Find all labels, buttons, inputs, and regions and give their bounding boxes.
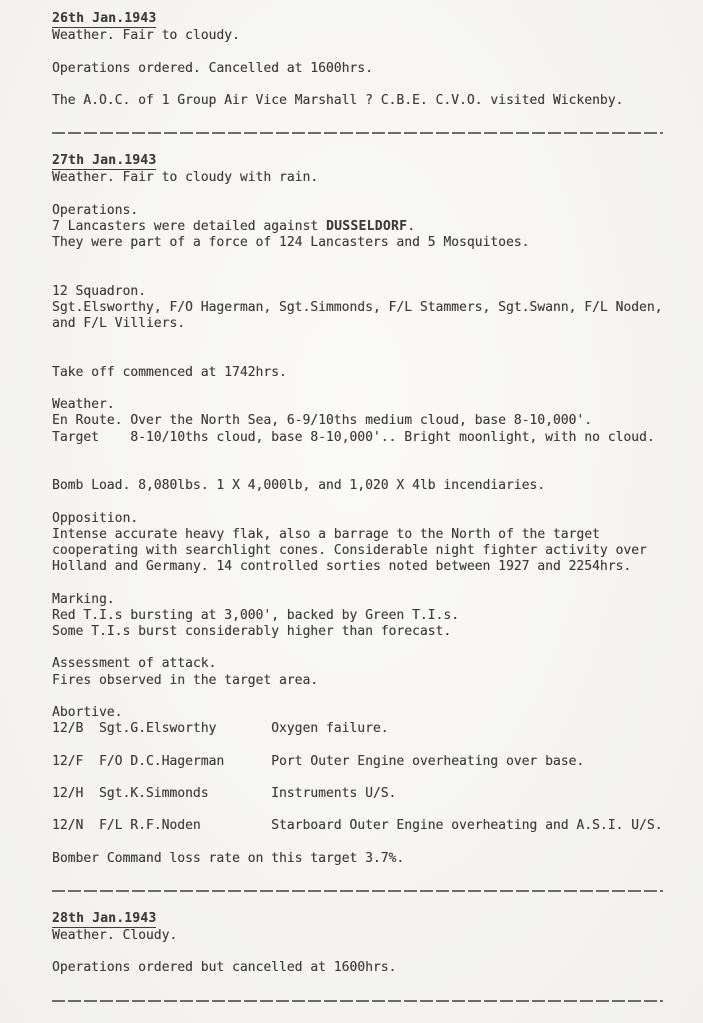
entry-date-heading bbox=[52, 153, 663, 170]
entry-date-text: 27th Jan.1943 bbox=[52, 153, 156, 170]
diary-text-line: They were part of a force of 124 Lancasters and 5 Mosquitoes. bbox=[52, 235, 530, 251]
blank-line bbox=[52, 689, 663, 705]
diary-text-line: Weather. Fair to cloudy. bbox=[52, 28, 240, 44]
diary-text-line: Assessment of attack. bbox=[52, 656, 217, 672]
diary-text-line: Operations ordered but cancelled at 1600hrs. bbox=[52, 960, 397, 976]
blank-line bbox=[52, 770, 663, 786]
section-divider bbox=[52, 132, 663, 134]
diary-text-line: Operations. bbox=[52, 202, 139, 218]
diary-text-line: Intense accurate heavy flak, also a barrage to the North of the target bbox=[52, 526, 600, 542]
diary-text-line: Sgt.Elsworthy, F/O Hagerman, Sgt.Simmonds, F/L Stammers, Sgt.Swann, F/L Noden, bbox=[52, 299, 663, 315]
diary-text-line: Opposition. bbox=[52, 510, 139, 526]
diary-text-line: 12/H Sgt.K.Simmonds Instruments U/S. bbox=[52, 785, 397, 801]
blank-line bbox=[52, 640, 663, 656]
blank-line bbox=[52, 381, 663, 397]
blank-line bbox=[52, 332, 663, 348]
diary-content bbox=[52, 11, 663, 1002]
entry-date-heading bbox=[52, 911, 663, 928]
blank-line bbox=[52, 944, 663, 960]
text-fragment: 7 Lancasters were detailed against bbox=[52, 218, 326, 234]
blank-line bbox=[52, 446, 663, 462]
diary-text-line: Fires observed in the target area. bbox=[52, 672, 319, 688]
blank-line bbox=[52, 349, 663, 365]
blank-line bbox=[52, 462, 663, 478]
blank-line bbox=[52, 268, 663, 284]
entry-date-heading bbox=[52, 11, 663, 28]
blank-line bbox=[52, 77, 663, 93]
section-divider bbox=[52, 890, 663, 892]
diary-text-line: The A.O.C. of 1 Group Air Vice Marshall ? C.B.E. C.V.O. visited Wickenby. bbox=[52, 92, 624, 108]
diary-text-line: and F/L Villiers. bbox=[52, 316, 186, 332]
diary-text-line: cooperating with searchlight cones. Considerable night fighter activity over bbox=[52, 542, 647, 558]
diary-text-line: Weather. Cloudy. bbox=[52, 928, 178, 944]
diary-text-line bbox=[52, 219, 663, 235]
diary-text-line: En Route. Over the North Sea, 6-9/10ths medium cloud, base 8-10,000'. bbox=[52, 413, 593, 429]
blank-line bbox=[52, 802, 663, 818]
entry-date-text: 28th Jan.1943 bbox=[52, 911, 156, 928]
diary-text-line: Weather. Fair to cloudy with rain. bbox=[52, 170, 319, 186]
blank-line bbox=[52, 44, 663, 60]
blank-line bbox=[52, 494, 663, 510]
blank-line bbox=[52, 834, 663, 850]
blank-line bbox=[52, 187, 663, 203]
section-divider bbox=[52, 1000, 663, 1002]
diary-text-line: Marking. bbox=[52, 591, 115, 607]
blank-line bbox=[52, 251, 663, 267]
diary-text-line: Target 8-10/10ths cloud, base 8-10,000'.. Bright moonlight, with no cloud. bbox=[52, 429, 655, 445]
blank-line bbox=[52, 575, 663, 591]
blank-line bbox=[52, 737, 663, 753]
diary-text-line: Operations ordered. Cancelled at 1600hrs. bbox=[52, 60, 373, 76]
diary-text-line: 12 Squadron. bbox=[52, 283, 146, 299]
diary-text-line: Red T.I.s bursting at 3,000', backed by Green T.I.s. bbox=[52, 607, 459, 623]
diary-text-line: 12/F F/O D.C.Hagerman Port Outer Engine overheating over base. bbox=[52, 753, 585, 769]
text-fragment: . bbox=[407, 218, 416, 234]
diary-text-line: 12/B Sgt.G.Elsworthy Oxygen failure. bbox=[52, 721, 389, 737]
entry-date-text: 26th Jan.1943 bbox=[52, 11, 156, 28]
emphasized-target-name: DUSSELDORF bbox=[325, 218, 408, 234]
diary-text-line: Some T.I.s burst considerably higher than forecast. bbox=[52, 623, 452, 639]
diary-text-line: Take off commenced at 1742hrs. bbox=[52, 364, 287, 380]
diary-text-line: Holland and Germany. 14 controlled sorties noted between 1927 and 2254hrs. bbox=[52, 559, 632, 575]
diary-text-line: 12/N F/L R.F.Noden Starboard Outer Engine overheating and A.S.I. U/S. bbox=[52, 818, 663, 834]
diary-text-line: Bomber Command loss rate on this target 3.7%. bbox=[52, 850, 405, 866]
diary-text-line: Abortive. bbox=[52, 704, 123, 720]
diary-text-line: Bomb Load. 8,080lbs. 1 X 4,000lb, and 1,020 X 4lb incendiaries. bbox=[52, 478, 546, 494]
diary-text-line: Weather. bbox=[52, 397, 115, 413]
